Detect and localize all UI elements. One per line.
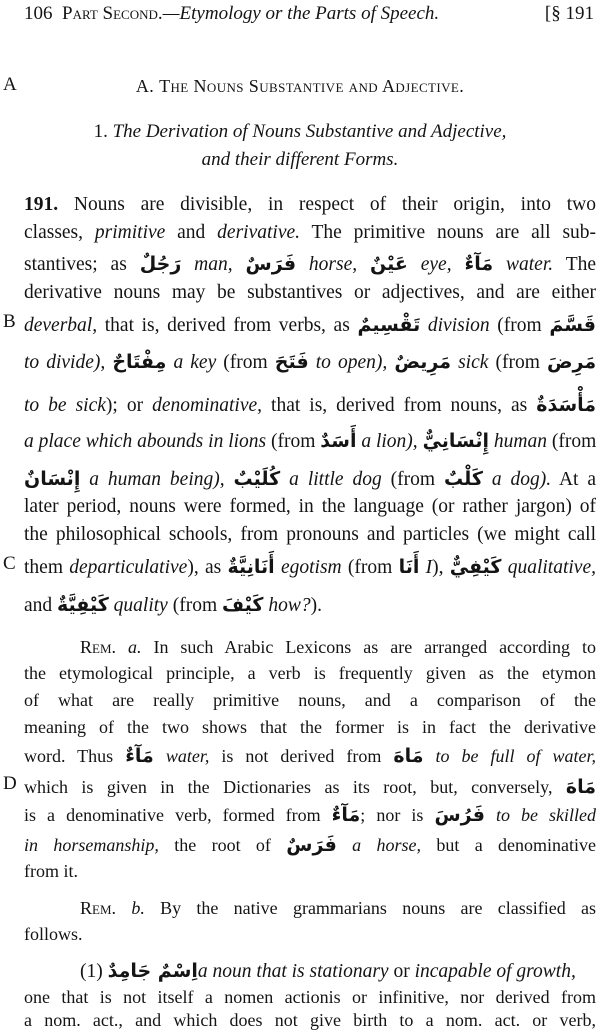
rem-a-line-9: from it. [24, 861, 78, 881]
text: and [177, 222, 206, 243]
para-191-line-10: later period, nouns were formed, in the language (or rather jargon) of [24, 496, 596, 517]
text: (from [271, 431, 316, 452]
item-1-line-3: a nom. act., and which does not give birth to a nom. act. or verb, [24, 1010, 596, 1030]
term-primitive: primitive [94, 222, 166, 243]
arabic-word: أَنَا [398, 556, 420, 578]
arabic-word: قَسَّمَ [549, 314, 597, 336]
gloss: how? [268, 595, 311, 616]
text: is not derived from [221, 746, 382, 766]
subheading-text-1: The Derivation of Nouns Substantive and Adjective, [112, 121, 507, 142]
gloss: quality [113, 595, 168, 616]
gloss: horse, [308, 254, 358, 275]
gloss: a horse, [352, 835, 421, 855]
rem-a-line-3: of what are really primitive nouns, and a comparison of the [24, 690, 596, 710]
rem-a-line-1 [80, 633, 596, 661]
gloss: to open), [315, 352, 388, 373]
gloss: to be skilled [495, 805, 597, 825]
text: that is, derived from verbs, as [104, 315, 350, 336]
text: ), [432, 557, 444, 578]
arabic-word: اِسْمٌ جَامِدٌ [107, 960, 198, 982]
header-title-rest: —Etymology or the Parts of Speech. [162, 3, 440, 24]
text: (from [172, 595, 218, 616]
gloss: a place which abounds in lions [24, 431, 267, 452]
arabic-word: كَيْفَ [222, 594, 264, 616]
rem-a-line-6 [24, 773, 596, 801]
page-number: 106 [24, 3, 53, 24]
text: (from [551, 431, 597, 452]
header-section: [§ 191 [544, 3, 594, 24]
rem-a-line-8 [24, 831, 596, 859]
remark-letter: a. [127, 637, 142, 657]
item-number: (1) [80, 961, 103, 982]
text: ; nor is [360, 805, 424, 825]
arabic-word: رَجُلٌ [139, 253, 182, 275]
header-title [62, 0, 439, 28]
para-191-line-13 [24, 591, 596, 620]
gloss: a human being), [89, 469, 225, 490]
section-title-text: The Nouns Substantive and Adjective. [159, 76, 465, 96]
header-part: Part Second. [62, 3, 163, 24]
paragraph-number: 191. [24, 194, 59, 215]
para-191-line-1 [24, 191, 596, 219]
gloss: I [425, 557, 433, 578]
margin-letter-d: D [3, 773, 17, 794]
arabic-word: مَاهَ [565, 776, 596, 798]
arabic-word: كَلْبٌ [443, 468, 483, 490]
text: and [24, 595, 53, 616]
text: By the native grammarians nouns are classified as [160, 898, 597, 918]
gloss: a little dog [289, 469, 382, 490]
gloss: a lion), [361, 431, 418, 452]
rem-a-line-7 [24, 801, 596, 829]
margin-letter-c: C [3, 553, 16, 574]
text: Nouns are divisible, in respect of their origin, into two [73, 194, 597, 215]
section-title [0, 76, 600, 97]
rem-b-line-1 [80, 894, 596, 922]
term-deverbal: deverbal, [24, 315, 98, 336]
text: (from [495, 352, 540, 373]
text: The [565, 254, 597, 275]
para-191-line-6 [24, 348, 596, 377]
gloss: a key [173, 352, 217, 373]
item-1-line-2: one that is not itself a nomen actionis or infinitive, nor derived from [24, 987, 596, 1007]
arabic-word: مَرِيضٌ [394, 351, 451, 373]
gloss: a dog). [491, 469, 552, 490]
arabic-word: كُلَيْبٌ [233, 468, 281, 490]
text: In such Arabic Lexicons as are arranged according to [153, 637, 596, 657]
gloss: water, [165, 746, 210, 766]
gloss: incapable of growth, [414, 961, 576, 982]
arabic-word: كَيْفِيٌّ [449, 556, 502, 578]
gloss: sick [458, 352, 489, 373]
arabic-word: إِنْسَانٌ [24, 468, 81, 490]
remark-label: Rem. [80, 898, 117, 918]
gloss: eye, [420, 254, 452, 275]
para-191-line-8 [24, 427, 596, 456]
arabic-word: مَآءٌ [331, 804, 361, 826]
arabic-word: تَقْسِيمٌ [357, 314, 421, 336]
gloss: human [493, 431, 548, 452]
text: or [393, 961, 410, 982]
text: (from [347, 557, 393, 578]
text: word. Thus [24, 746, 114, 766]
gloss: division [427, 315, 490, 336]
text: stantives; as [24, 254, 127, 275]
arabic-word: فَرَسٌ [245, 253, 297, 275]
arabic-word: أَسَدٌ [320, 430, 357, 452]
text: (from [497, 315, 542, 336]
text: the root of [174, 835, 271, 855]
text: that is, derived from nouns, as [271, 395, 528, 416]
arabic-word: مِفْتَاحٌ [112, 351, 167, 373]
rem-a-line-4: meaning of the two shows that the former is in fact the derivative [24, 717, 596, 737]
subheading-line-1 [40, 118, 560, 146]
arabic-word: مَآءٌ [464, 253, 494, 275]
arabic-word: أَنَانِيَّةٌ [227, 556, 275, 578]
term-denominative: denominative, [152, 395, 263, 416]
arabic-word: إِنْسَانِيٌّ [422, 430, 490, 452]
gloss: water. [506, 254, 554, 275]
text: but a denominative [436, 835, 597, 855]
rem-b-line-2: follows. [24, 924, 83, 944]
text: (from [223, 352, 268, 373]
arabic-word: كَيْفِيَّةٌ [57, 594, 109, 616]
margin-letter-a: A [3, 74, 17, 95]
para-191-line-4: derivative nouns may be substantives or adjectives, and are either [24, 282, 596, 303]
arabic-word: مَأْسَدَةٌ [536, 394, 597, 416]
section-letter: A. [135, 76, 155, 96]
text: them [24, 557, 63, 578]
rem-a-line-2: the etymological principle, a verb is frequently given as the etymon [24, 663, 596, 683]
term-departiculative: departiculative [69, 557, 188, 578]
para-191-line-9 [24, 465, 596, 494]
term-derivative: derivative. [217, 222, 301, 243]
text: which is given in the Dictionaries as its root, but, conversely, [24, 777, 553, 797]
text: ). [310, 595, 322, 616]
text: is a denominative verb, formed from [24, 805, 321, 825]
para-191-line-7 [24, 391, 596, 420]
para-191-line-3 [24, 250, 596, 279]
margin-letter-b: B [3, 311, 16, 332]
gloss: a noun that is stationary [197, 961, 389, 982]
arabic-word: فَرَسٌ [286, 834, 337, 856]
text: At a [558, 469, 597, 490]
arabic-word: مَرِضَ [546, 351, 597, 373]
arabic-word: مَاهَ [393, 745, 424, 767]
gloss: qualitative, [507, 557, 596, 578]
text: The primitive nouns are all sub- [311, 222, 597, 243]
subheading-line-2: and their different Forms. [201, 149, 399, 170]
para-191-line-12 [24, 553, 596, 582]
para-191-line-2 [24, 219, 596, 247]
arabic-word: فَرُسَ [434, 804, 485, 826]
para-191-line-11: the philosophical schools, from pronouns and particles (we might call [24, 524, 596, 545]
para-191-line-5 [24, 311, 596, 340]
gloss: in horsemanship, [24, 835, 159, 855]
subheading-number: 1. [93, 121, 108, 142]
gloss: to divide), [24, 352, 106, 373]
running-header [24, 0, 596, 28]
gloss: man, [194, 254, 233, 275]
arabic-word: عَيْنٌ [370, 253, 408, 275]
gloss: to be sick [24, 395, 106, 416]
text: ), as [187, 557, 222, 578]
gloss: egotism [280, 557, 342, 578]
arabic-word: مَآءٌ [125, 745, 154, 767]
remark-letter: b. [131, 898, 145, 918]
rem-a-line-5 [24, 742, 596, 770]
text: classes, [24, 222, 84, 243]
item-1-line-1 [80, 957, 596, 986]
gloss: to be full of water, [435, 746, 597, 766]
text: (from [390, 469, 436, 490]
remark-label: Rem. [80, 637, 117, 657]
arabic-word: فَتَحَ [274, 351, 309, 373]
text: ); or [105, 395, 144, 416]
